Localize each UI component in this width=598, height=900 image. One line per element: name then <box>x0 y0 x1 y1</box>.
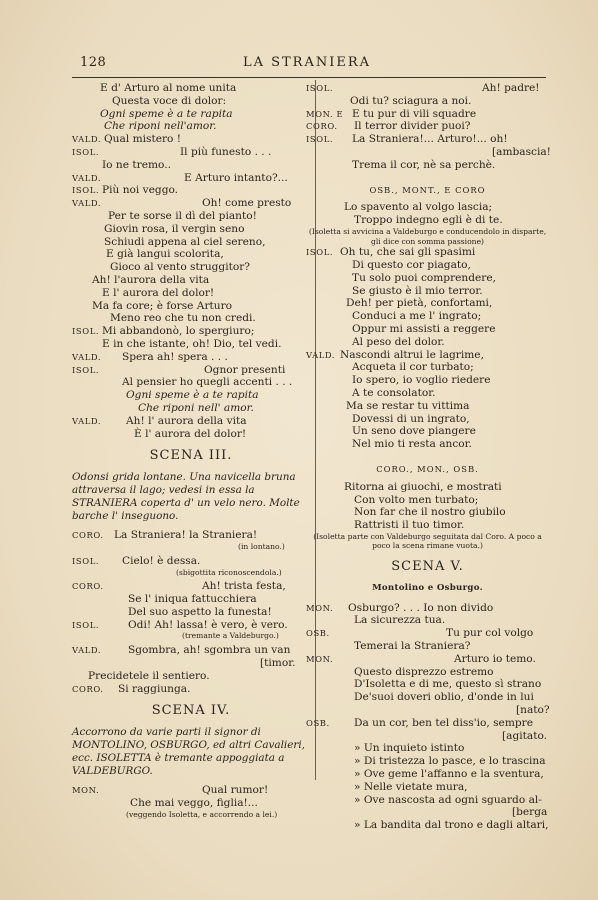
speaker-label: ISOL. <box>306 247 334 258</box>
verse-text: Meno reo che tu non credi. <box>110 312 256 325</box>
group-1-dialogue <box>306 201 549 227</box>
speaker-label: ISOL. <box>306 134 334 145</box>
verse-text: Più noi veggo. <box>102 184 179 197</box>
scene-3-title: SCENA III. <box>149 448 233 464</box>
verse-line <box>72 274 310 287</box>
speaker-label: CORO. <box>72 683 104 694</box>
verse-line <box>306 108 549 121</box>
verse-text: Odi! Ah! lassa! è vero, è vero. <box>128 618 288 631</box>
verse-text: Odi tu? sciagura a noi. <box>350 94 472 107</box>
verse-text: La sicurezza tua. <box>354 614 446 627</box>
verse-line <box>306 323 549 336</box>
verse-line <box>72 338 310 351</box>
speaker-label: OSB. <box>306 717 330 728</box>
verse-text: Ogni speme è a te rapita <box>100 107 233 120</box>
verse-line <box>306 214 549 227</box>
verse-text: Trema il cor, nè sa perchè. <box>352 158 496 171</box>
verse-line <box>72 631 310 644</box>
verse-line <box>306 400 549 413</box>
verse-text: Troppo indegno egli è di te. <box>354 214 503 227</box>
verse-text: Non far che il nostro giubilo <box>354 506 506 519</box>
verse-text: [agitato. <box>502 729 548 742</box>
verse-text: E in che istante, oh! Dio, tel vedi. <box>102 337 282 350</box>
verse-line <box>72 606 310 619</box>
scene-5-dialogue <box>306 602 549 832</box>
verse-text: Il terror divider puoi? <box>354 120 471 133</box>
stage-note: (veggendo Isoletta, e accorrendo a lei.) <box>126 809 278 819</box>
verse-text: Dovessi di un ingrato, <box>352 412 470 425</box>
verse-text: Al pensier ho quegli accenti . . . <box>122 376 293 389</box>
verse-text: Io ne tremo.. <box>102 158 171 171</box>
verse-line <box>306 614 549 627</box>
verse-line <box>306 666 549 679</box>
verse-text: Acqueta il cor turbato; <box>352 361 474 374</box>
verse-text: » Ove geme l'affanno e la sventura, <box>354 768 544 781</box>
group-1-persons: OSB., MONT., E CORO <box>369 184 486 195</box>
left-dialogue <box>72 82 310 440</box>
speaker-label: ISOL. <box>72 555 100 566</box>
scene-5-title: SCENA V. <box>391 559 464 575</box>
verse-line <box>72 542 310 555</box>
verse-text: Ma fa core; è forse Arturo <box>92 299 233 312</box>
verse-line <box>72 428 310 441</box>
verse-text: Tu solo puoi comprendere, <box>352 271 496 284</box>
verse-text: Se l' iniqua fattucchiera <box>128 593 257 606</box>
verse-line <box>306 146 549 159</box>
verse-text: Mi abbandonò, lo spergiuro; <box>102 325 255 338</box>
verse-text: Lo spavento al volgo lascia; <box>344 201 493 214</box>
stage-note: (tremante a Valdeburgo.) <box>182 631 279 641</box>
verse-line <box>72 159 310 172</box>
speaker-label: VALD. <box>306 349 336 360</box>
verse-text: Se giusto è il mio terror. <box>352 284 483 297</box>
verse-text: È l' aurora del dolor! <box>134 427 247 440</box>
verse-text: Ah! padre! <box>482 82 540 94</box>
verse-line <box>72 670 310 683</box>
verse-text: Spera ah! spera . . . <box>122 350 228 363</box>
left-column <box>72 82 310 823</box>
verse-text: A te consolator. <box>352 386 436 399</box>
verse-line <box>306 691 549 704</box>
verse-text: Schiudi appena al ciel sereno, <box>104 235 266 248</box>
verse-line <box>72 389 310 402</box>
verse-line <box>72 351 310 364</box>
scene-5-persons: Montolino e Osburgo. <box>372 582 483 593</box>
verse-text: Ognor presenti <box>204 363 286 376</box>
verse-text: Con volto men turbato; <box>354 493 479 506</box>
verse-line <box>72 82 310 95</box>
verse-line <box>306 781 549 794</box>
verse-line <box>72 312 310 325</box>
verse-line <box>72 529 310 542</box>
speaker-label: MON. <box>306 653 334 664</box>
verse-text: La Straniera!... Arturo!... oh! <box>352 133 508 146</box>
verse-line <box>306 82 549 95</box>
verse-text: Del suo aspetto la funesta! <box>128 605 272 618</box>
verse-line <box>72 287 310 300</box>
verse-line <box>306 259 549 272</box>
header-rule <box>72 77 546 78</box>
verse-text: Osburgo? . . . Io non divido <box>348 601 494 614</box>
verse-line <box>72 223 310 236</box>
verse-text: E tu pur di vili squadre <box>352 107 477 120</box>
verse-text: E Arturo intanto?... <box>184 171 288 184</box>
verse-line <box>306 361 549 374</box>
verse-text: Questa voce di dolor: <box>112 94 227 107</box>
verse-line <box>306 310 549 323</box>
verse-line <box>72 261 310 274</box>
page-header <box>72 55 542 75</box>
verse-line <box>72 784 310 797</box>
verse-text: Qual mistero ! <box>104 133 182 146</box>
verse-line <box>306 297 549 310</box>
verse-text: Che mai veggo, figlia!... <box>130 797 258 810</box>
verse-line <box>72 108 310 121</box>
verse-text: Arturo io temo. <box>454 652 536 665</box>
speaker-label: CORO. <box>306 121 338 132</box>
verse-text: Ogni speme è a te rapita <box>126 389 259 402</box>
verse-line <box>72 810 310 823</box>
verse-line <box>72 555 310 568</box>
verse-line <box>306 506 549 519</box>
verse-text: Temerai la Straniera? <box>354 640 471 653</box>
verse-line <box>306 653 549 666</box>
verse-text: Si raggiunga. <box>118 682 191 695</box>
verse-line <box>306 602 549 615</box>
speaker-label: CORO. <box>72 581 104 592</box>
verse-text: Per te sorse il dì del pianto! <box>108 209 257 222</box>
verse-line <box>72 644 310 657</box>
speaker-label: ISOL. <box>72 619 100 630</box>
speaker-label: VALD. <box>72 134 102 145</box>
verse-text: D'Isoletta e di me, questo sì strano <box>354 678 542 691</box>
verse-text: E già langui scolorita, <box>106 248 224 261</box>
isol-vald-dialogue <box>306 246 549 451</box>
verse-text: Oh tu, che sai gli spasimi <box>340 246 476 259</box>
speaker-label: OSB. <box>306 628 330 639</box>
verse-line <box>72 172 310 185</box>
stage-note: (sbigottita riconoscendola.) <box>176 567 282 577</box>
verse-line <box>306 806 549 819</box>
verse-line <box>306 640 549 653</box>
verse-line <box>306 519 549 532</box>
verse-text: De'suoi doveri oblio, d'onde in lui <box>354 691 534 704</box>
verse-line <box>306 438 549 451</box>
verse-line <box>72 580 310 593</box>
verse-line <box>306 285 549 298</box>
speaker-label: ISOL. <box>72 185 100 196</box>
verse-text: Ah! trista festa, <box>202 580 286 593</box>
verse-text: Sgombra, ah! sgombra un van <box>128 644 291 657</box>
verse-text: [ambascia! <box>492 145 551 158</box>
running-title: LA STRANIERA <box>242 55 372 70</box>
verse-line <box>306 730 549 743</box>
verse-line <box>306 481 549 494</box>
verse-line <box>306 201 549 214</box>
verse-line <box>306 494 549 507</box>
verse-text: Oh! come presto <box>202 197 292 210</box>
scene-4-stage-direction: Accorrono da varie parti il signor di MONTOLINO, OSBURGO, ed altri Cavalieri, ecc. ISOLETTA è tremante appoggiata a VALDEBURGO. <box>72 726 305 778</box>
speaker-label: VALD. <box>72 198 102 209</box>
verse-line <box>306 374 549 387</box>
verse-text: Al peso del dolor. <box>352 335 445 348</box>
verse-text: [nato? <box>516 704 550 717</box>
verse-text: Di questo cor piagato, <box>352 258 471 271</box>
scene-4-dialogue <box>72 784 310 822</box>
verse-line <box>306 246 549 259</box>
verse-text: Gioco al vento struggitor? <box>110 261 250 274</box>
verse-text: Un seno dove piangere <box>352 425 476 438</box>
verse-text: Conduci a me l' ingrato; <box>352 310 482 323</box>
verse-text: Il più funesto . . . <box>180 145 272 158</box>
verse-text: Nel mio ti resta ancor. <box>352 438 472 451</box>
verse-line <box>72 248 310 261</box>
speaker-label: ISOL. <box>72 146 100 157</box>
verse-line <box>72 146 310 159</box>
verse-line <box>72 683 310 696</box>
verse-text: Questo disprezzo estremo <box>354 665 494 678</box>
verse-line <box>306 159 549 172</box>
scene-3-stage-direction: Odonsi grida lontane. Una navicella bruna attraversa il lago; vedesi in essa la STRANIERA coperta d' un velo nero. Molte barche l' inseguono. <box>72 471 300 523</box>
speaker-label: VALD. <box>72 351 102 362</box>
speaker-label: ISOL. <box>72 364 100 375</box>
verse-line <box>306 133 549 146</box>
verse-line <box>306 755 549 768</box>
group-2-dialogue <box>306 481 549 532</box>
verse-line <box>72 184 310 197</box>
verse-text: Tu pur col volgo <box>446 627 534 640</box>
group-2-stage-note: (Isoletta parte con Valdeburgo seguitata dal Coro. A poco a poco la scena rimane vuota.) <box>313 531 542 551</box>
scene-4-title: SCENA IV. <box>151 703 231 719</box>
verse-text: Rattristi il tuo timor. <box>354 519 465 532</box>
verse-line <box>306 349 549 362</box>
verse-line <box>72 415 310 428</box>
verse-text: Precidetele il sentiero. <box>88 669 210 682</box>
verse-line <box>72 95 310 108</box>
verse-text: Ritorna ai giuochi, e mostrati <box>344 480 502 493</box>
speaker-label: VALD. <box>72 415 102 426</box>
verse-text: Qual rumor! <box>202 784 269 797</box>
verse-text: Che riponi nell'amor. <box>104 120 217 133</box>
verse-text: La Straniera! la Straniera! <box>114 529 258 542</box>
verse-text: » Nelle vietate mura, <box>354 780 468 793</box>
verse-line <box>306 413 549 426</box>
verse-line <box>72 197 310 210</box>
verse-text: » La bandita dal trono e dagli altari, <box>354 819 549 832</box>
verse-text: Nascondi altrui le lagrime, <box>340 348 484 361</box>
verse-line <box>72 402 310 415</box>
page-number: 128 <box>80 55 107 70</box>
verse-line <box>72 133 310 146</box>
verse-line <box>306 387 549 400</box>
stage-note: (in lontano.) <box>238 541 285 551</box>
group-2-persons: CORO., MON., OSB. <box>376 463 479 474</box>
verse-text: Da un cor, ben tel diss'io, sempre <box>354 716 533 729</box>
verse-text: Giovin rosa, il vergin seno <box>104 222 245 235</box>
verse-line <box>306 120 549 133</box>
verse-line <box>306 95 549 108</box>
verse-line <box>72 300 310 313</box>
verse-line <box>306 717 549 730</box>
speaker-label: MON. <box>306 602 334 613</box>
speaker-label: VALD. <box>72 645 102 656</box>
verse-line <box>72 619 310 632</box>
verse-text: » Ove nascosta ad ogni sguardo al- <box>354 793 542 806</box>
speaker-label: MON. E <box>306 108 344 119</box>
verse-line <box>306 704 549 717</box>
verse-line <box>306 678 549 691</box>
verse-line <box>306 336 549 349</box>
verse-line <box>72 120 310 133</box>
verse-line <box>72 376 310 389</box>
verse-text: E d' Arturo al nome unita <box>100 82 237 94</box>
verse-line <box>72 210 310 223</box>
verse-line <box>72 797 310 810</box>
verse-text: Che riponi nell' amor. <box>138 401 254 414</box>
speaker-label: MON. <box>72 785 100 796</box>
verse-line <box>72 593 310 606</box>
verse-line <box>72 236 310 249</box>
verse-line <box>306 272 549 285</box>
verse-line <box>72 568 310 581</box>
verse-text: Ah! l' aurora della vita <box>126 414 247 427</box>
speaker-label: CORO. <box>72 530 104 541</box>
verse-line <box>306 768 549 781</box>
verse-line <box>306 742 549 755</box>
verse-text: Oppur mi assisti a reggere <box>352 322 496 335</box>
speaker-label: ISOL. <box>72 326 100 337</box>
verse-text: Deh! per pietà, confortami, <box>346 297 493 310</box>
verse-line <box>72 325 310 338</box>
speaker-label: VALD. <box>72 172 102 183</box>
verse-text: [berga <box>512 806 548 819</box>
verse-text: E l' aurora del dolor! <box>102 286 215 299</box>
group-1-stage-note: (Isoletta si avvicina a Valdeburgo e conducendolo in disparte, gli dice con somma passione) <box>308 226 547 246</box>
verse-line <box>306 627 549 640</box>
verse-text: Ah! l'aurora della vita <box>92 273 210 286</box>
verse-text: Ma se restar tu vittima <box>346 399 470 412</box>
verse-text: » Un inquieto istinto <box>354 742 465 755</box>
verse-line <box>306 794 549 807</box>
verse-line <box>72 657 310 670</box>
verse-text: [timor. <box>260 657 296 670</box>
right-column <box>306 82 549 832</box>
right-dialogue <box>306 82 549 172</box>
verse-text: Io spero, io voglio riedere <box>352 374 491 387</box>
verse-text: Cielo! è dessa. <box>122 554 201 567</box>
verse-line <box>72 364 310 377</box>
verse-line <box>306 425 549 438</box>
speaker-label: ISOL. <box>306 83 334 93</box>
scene-3-dialogue <box>72 529 310 695</box>
verse-text: » Di tristezza lo pasce, e lo trascina <box>354 755 546 768</box>
verse-line <box>306 819 549 832</box>
